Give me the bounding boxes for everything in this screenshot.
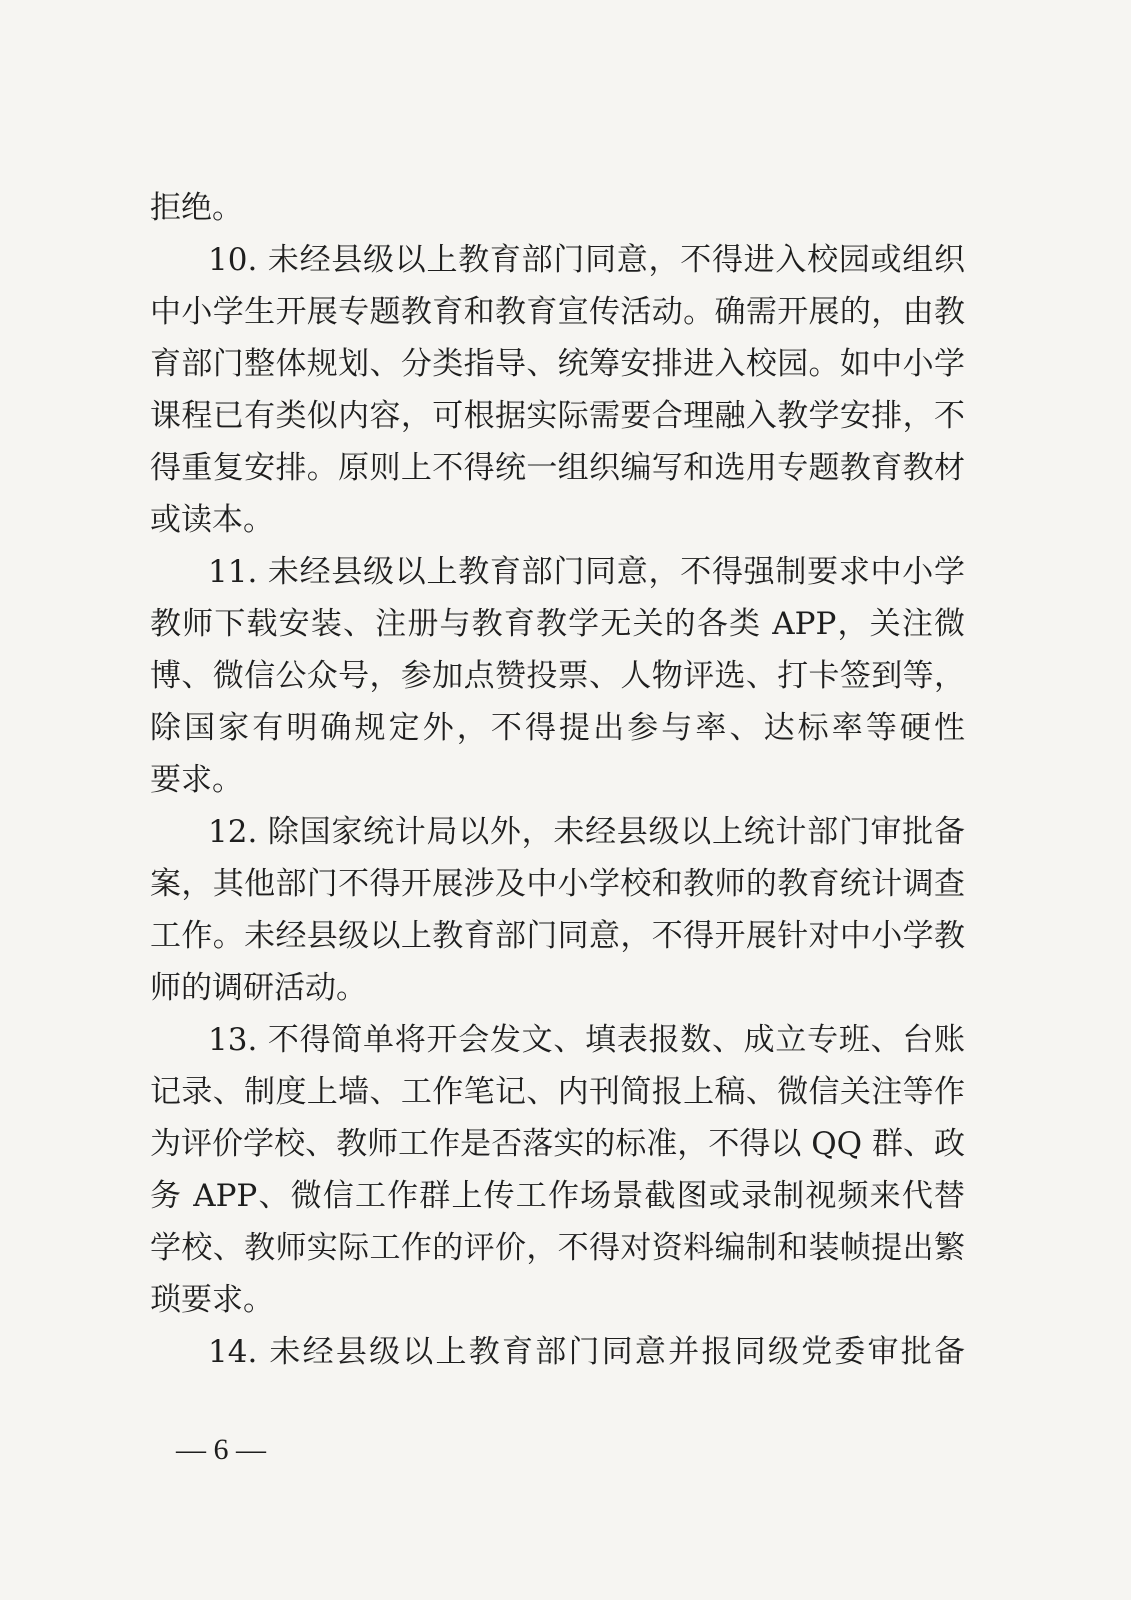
text-line: 务 APP、微信工作群上传工作场景截图或录制视频来代替 [150,1178,965,1214]
text-line: 除国家有明确规定外，不得提出参与率、达标率等硬性 [150,710,965,746]
text-line: 要求。 [150,762,243,798]
text-line: 或读本。 [150,502,274,538]
text-line-item-11: 11. 未经县级以上教育部门同意，不得强制要求中小学 [208,554,965,590]
text-line: 案，其他部门不得开展涉及中小学校和教师的教育统计调查 [150,866,965,902]
text-line: 博、微信公众号，参加点赞投票、人物评选、打卡签到等， [150,658,965,694]
text-line-item-10: 10. 未经县级以上教育部门同意，不得进入校园或组织 [208,242,965,278]
text-line-item-13: 13. 不得简单将开会发文、填表报数、成立专班、台账 [208,1022,965,1058]
text-line: 中小学生开展专题教育和教育宣传活动。确需开展的，由教 [150,294,965,330]
text-line: 得重复安排。原则上不得统一组织编写和选用专题教育教材 [150,450,965,486]
text-line: 拒绝。 [150,190,243,226]
text-line: 育部门整体规划、分类指导、统筹安排进入校园。如中小学 [150,346,965,382]
text-line: 为评价学校、教师工作是否落实的标准，不得以 QQ 群、政 [150,1126,965,1162]
text-line: 师的调研活动。 [150,970,367,1006]
text-line-item-12: 12. 除国家统计局以外，未经县级以上统计部门审批备 [208,814,965,850]
text-line: 学校、教师实际工作的评价，不得对资料编制和装帧提出繁 [150,1230,965,1266]
text-line: 琐要求。 [150,1282,274,1318]
text-line: 记录、制度上墙、工作笔记、内刊简报上稿、微信关注等作 [150,1074,965,1110]
text-line: 教师下载安装、注册与教育教学无关的各类 APP，关注微 [150,606,965,642]
text-line: 课程已有类似内容，可根据实际需要合理融入教学安排，不 [150,398,965,434]
text-line: 工作。未经县级以上教育部门同意，不得开展针对中小学教 [150,918,965,954]
page-number: — 6 — [176,1433,266,1466]
text-line-item-14: 14. 未经县级以上教育部门同意并报同级党委审批备 [208,1334,965,1370]
